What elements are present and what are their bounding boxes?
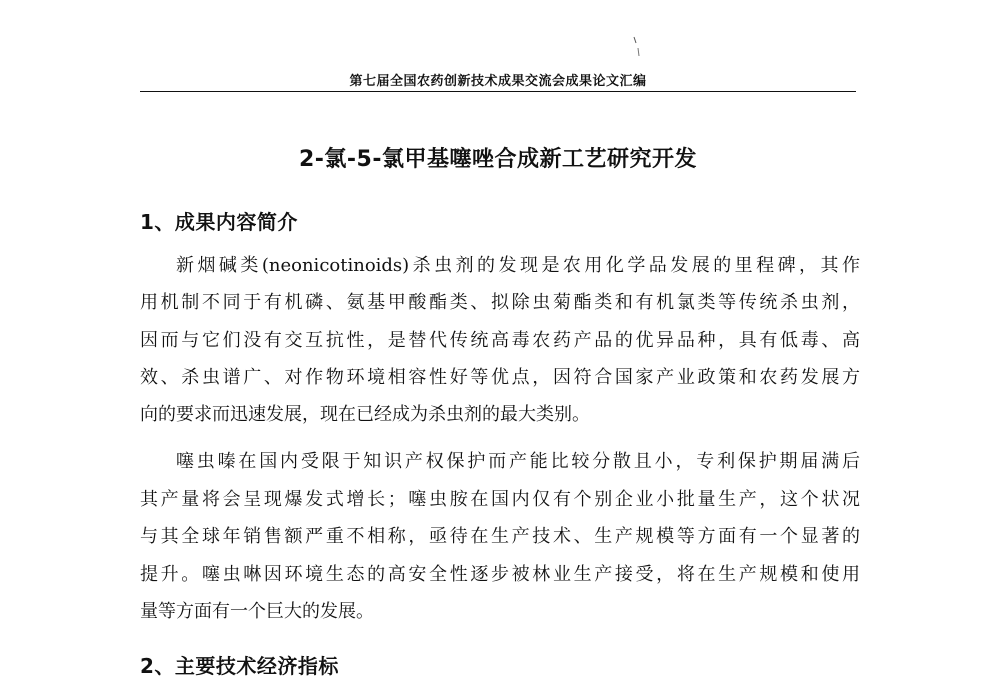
section-heading-1: 1、成果内容简介 [140, 210, 298, 234]
running-header: 第七届全国农药创新技术成果交流会成果论文汇编 [349, 74, 647, 89]
paragraph-1-line-3: 因而与它们没有交互抗性，是替代传统高毒农药产品的优异品种，具有低毒、高 [140, 330, 860, 351]
scan-speck-mark [632, 36, 642, 58]
paragraph-1-line-5: 向的要求而迅速发展，现在已经成为杀虫剂的最大类别。 [140, 404, 590, 425]
paragraph-2-line-5: 量等方面有一个巨大的发展。 [140, 601, 374, 622]
paragraph-2-line-2: 其产量将会呈现爆发式增长；噻虫胺在国内仅有个别企业小批量生产，这个状况 [140, 489, 860, 510]
paragraph-2-line-1: 噻虫嗪在国内受限于知识产权保护而产能比较分散且小，专利保护期届满后 [176, 451, 860, 472]
header-divider [140, 91, 856, 92]
article-title: 2-氯-5-氯甲基噻唑合成新工艺研究开发 [298, 147, 697, 172]
paragraph-2-line-4: 提升。噻虫啉因环境生态的高安全性逐步被林业生产接受，将在生产规模和使用 [140, 564, 860, 585]
section-heading-2: 2、主要技术经济指标 [140, 654, 339, 678]
paragraph-1-line-4: 效、杀虫谱广、对作物环境相容性好等优点，因符合国家产业政策和农药发展方 [140, 367, 860, 388]
paragraph-1-line-1: 新烟碱类(neonicotinoids)杀虫剂的发现是农用化学品发展的里程碑，其作 [176, 255, 860, 276]
paragraph-2-line-3: 与其全球年销售额严重不相称，亟待在生产技术、生产规模等方面有一个显著的 [140, 526, 860, 547]
paragraph-1-line-2: 用机制不同于有机磷、氨基甲酸酯类、拟除虫菊酯类和有机氯类等传统杀虫剂， [140, 292, 860, 313]
